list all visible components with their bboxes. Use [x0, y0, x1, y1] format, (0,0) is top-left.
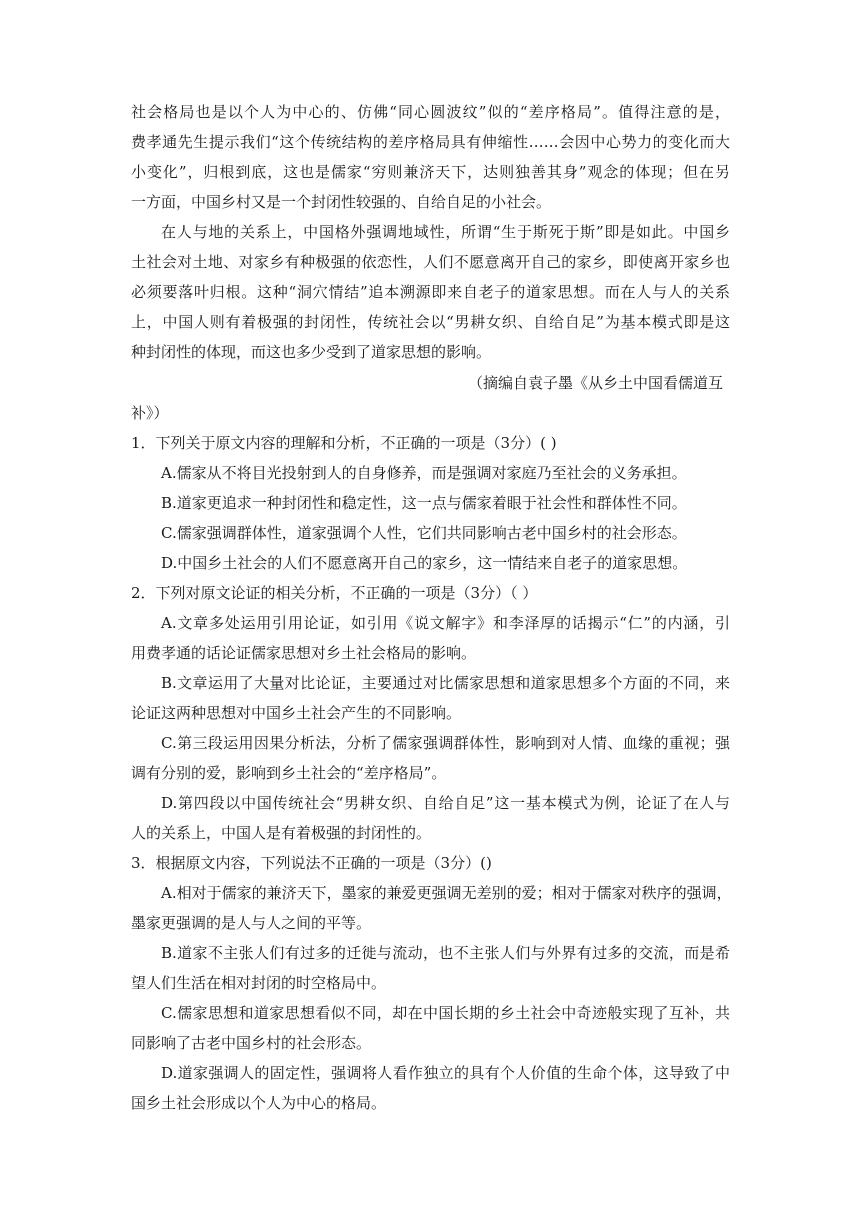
answer-option: A.文章多处运用引用论证，如引用《说文解字》和李泽厚的话揭示“仁”的内涵，引	[161, 614, 730, 632]
passage-line: 必须要落叶归根。这种“洞穴情结”追本溯源即来自老子的道家思想。而在人与人的关系	[131, 283, 730, 301]
answer-option: B.道家更追求一种封闭性和稳定性，这一点与儒家着眼于社会性和群体性不同。	[161, 494, 687, 512]
passage-line: 费孝通先生提示我们“这个传统结构的差序格局具有伸缩性……会因中心势力的变化而大	[131, 133, 730, 151]
answer-option-cont: 望人们生活在相对封闭的时空格局中。	[131, 974, 387, 992]
answer-option: D.第四段以中国传统社会“男耕女织、自给自足”这一基本模式为例，论证了在人与	[161, 794, 730, 812]
passage-line: 在人与地的关系上，中国格外强调地域性，所谓“生于斯死于斯”即是如此。中国乡	[161, 223, 730, 241]
answer-option-cont: 调有分别的爱，影响到乡土社会的“差序格局”。	[131, 764, 447, 782]
question-stem: 1．下列关于原文内容的理解和分析，不正确的一项是（3分）( )	[131, 434, 557, 452]
answer-option: C.儒家强调群体性，道家强调个人性，它们共同影响古老中国乡村的社会形态。	[161, 524, 687, 542]
passage-line: 土社会对土地、对家乡有种极强的依恋性，人们不愿意离开自己的家乡，即使离开家乡也	[131, 253, 730, 271]
source-citation-cont: 补》）	[131, 404, 169, 422]
answer-option: B.文章运用了大量对比论证，主要通过对比儒家思想和道家思想多个方面的不同，来	[161, 674, 730, 692]
answer-option: A.相对于儒家的兼济天下，墨家的兼爱更强调无差别的爱；相对于儒家对秩序的强调，	[161, 884, 732, 902]
source-citation: （摘编自袁子墨《从乡土中国看儒道互	[468, 374, 724, 392]
answer-option: C.儒家思想和道家思想看似不同，却在中国长期的乡土社会中奇迹般实现了互补，共	[161, 1004, 730, 1022]
answer-option-cont: 国乡土社会形成以个人为中心的格局。	[131, 1094, 387, 1112]
passage-line: 种封闭性的体现，而这也多少受到了道家思想的影响。	[131, 343, 492, 361]
passage-line: 小变化”，归根到底，这也是儒家“穷则兼济天下，达则独善其身”观念的体现；但在另	[131, 163, 730, 181]
passage-line: 社会格局也是以个人为中心的、仿佛“同心圆波纹”似的“差序格局”。值得注意的是，	[131, 103, 730, 121]
answer-option-cont: 人的关系上，中国人是有着极强的封闭性的。	[131, 824, 432, 842]
answer-option: D.道家强调人的固定性，强调将人看作独立的具有个人价值的生命个体，这导致了中	[161, 1064, 730, 1082]
answer-option: A.儒家从不将目光投射到人的自身修养，而是强调对家庭乃至社会的义务承担。	[161, 464, 687, 482]
question-stem: 3．根据原文内容，下列说法不正确的一项是（3分）()	[131, 854, 492, 872]
answer-option-cont: 用费孝通的话论证儒家思想对乡土社会格局的影响。	[131, 644, 477, 662]
answer-option: C.第三段运用因果分析法，分析了儒家强调群体性，影响到对人情、血缘的重视；强	[161, 734, 730, 752]
passage-line: 一方面，中国乡村又是一个封闭性较强的、自给自足的小社会。	[131, 193, 552, 211]
answer-option-cont: 论证这两种思想对中国乡土社会产生的不同影响。	[131, 704, 462, 722]
answer-option: D.中国乡土社会的人们不愿意离开自己的家乡，这一情结来自老子的道家思想。	[161, 554, 688, 572]
question-stem: 2．下列对原文论证的相关分析，不正确的一项是（3分）（ ）	[131, 584, 538, 602]
answer-option: B.道家不主张人们有过多的迁徙与流动，也不主张人们与外界有过多的交流，而是希	[161, 944, 730, 962]
answer-option-cont: 同影响了古老中国乡村的社会形态。	[131, 1034, 372, 1052]
passage-line: 上，中国人则有着极强的封闭性，传统社会以“男耕女织、自给自足”为基本模式即是这	[131, 313, 730, 331]
answer-option-cont: 墨家更强调的是人与人之间的平等。	[131, 914, 372, 932]
